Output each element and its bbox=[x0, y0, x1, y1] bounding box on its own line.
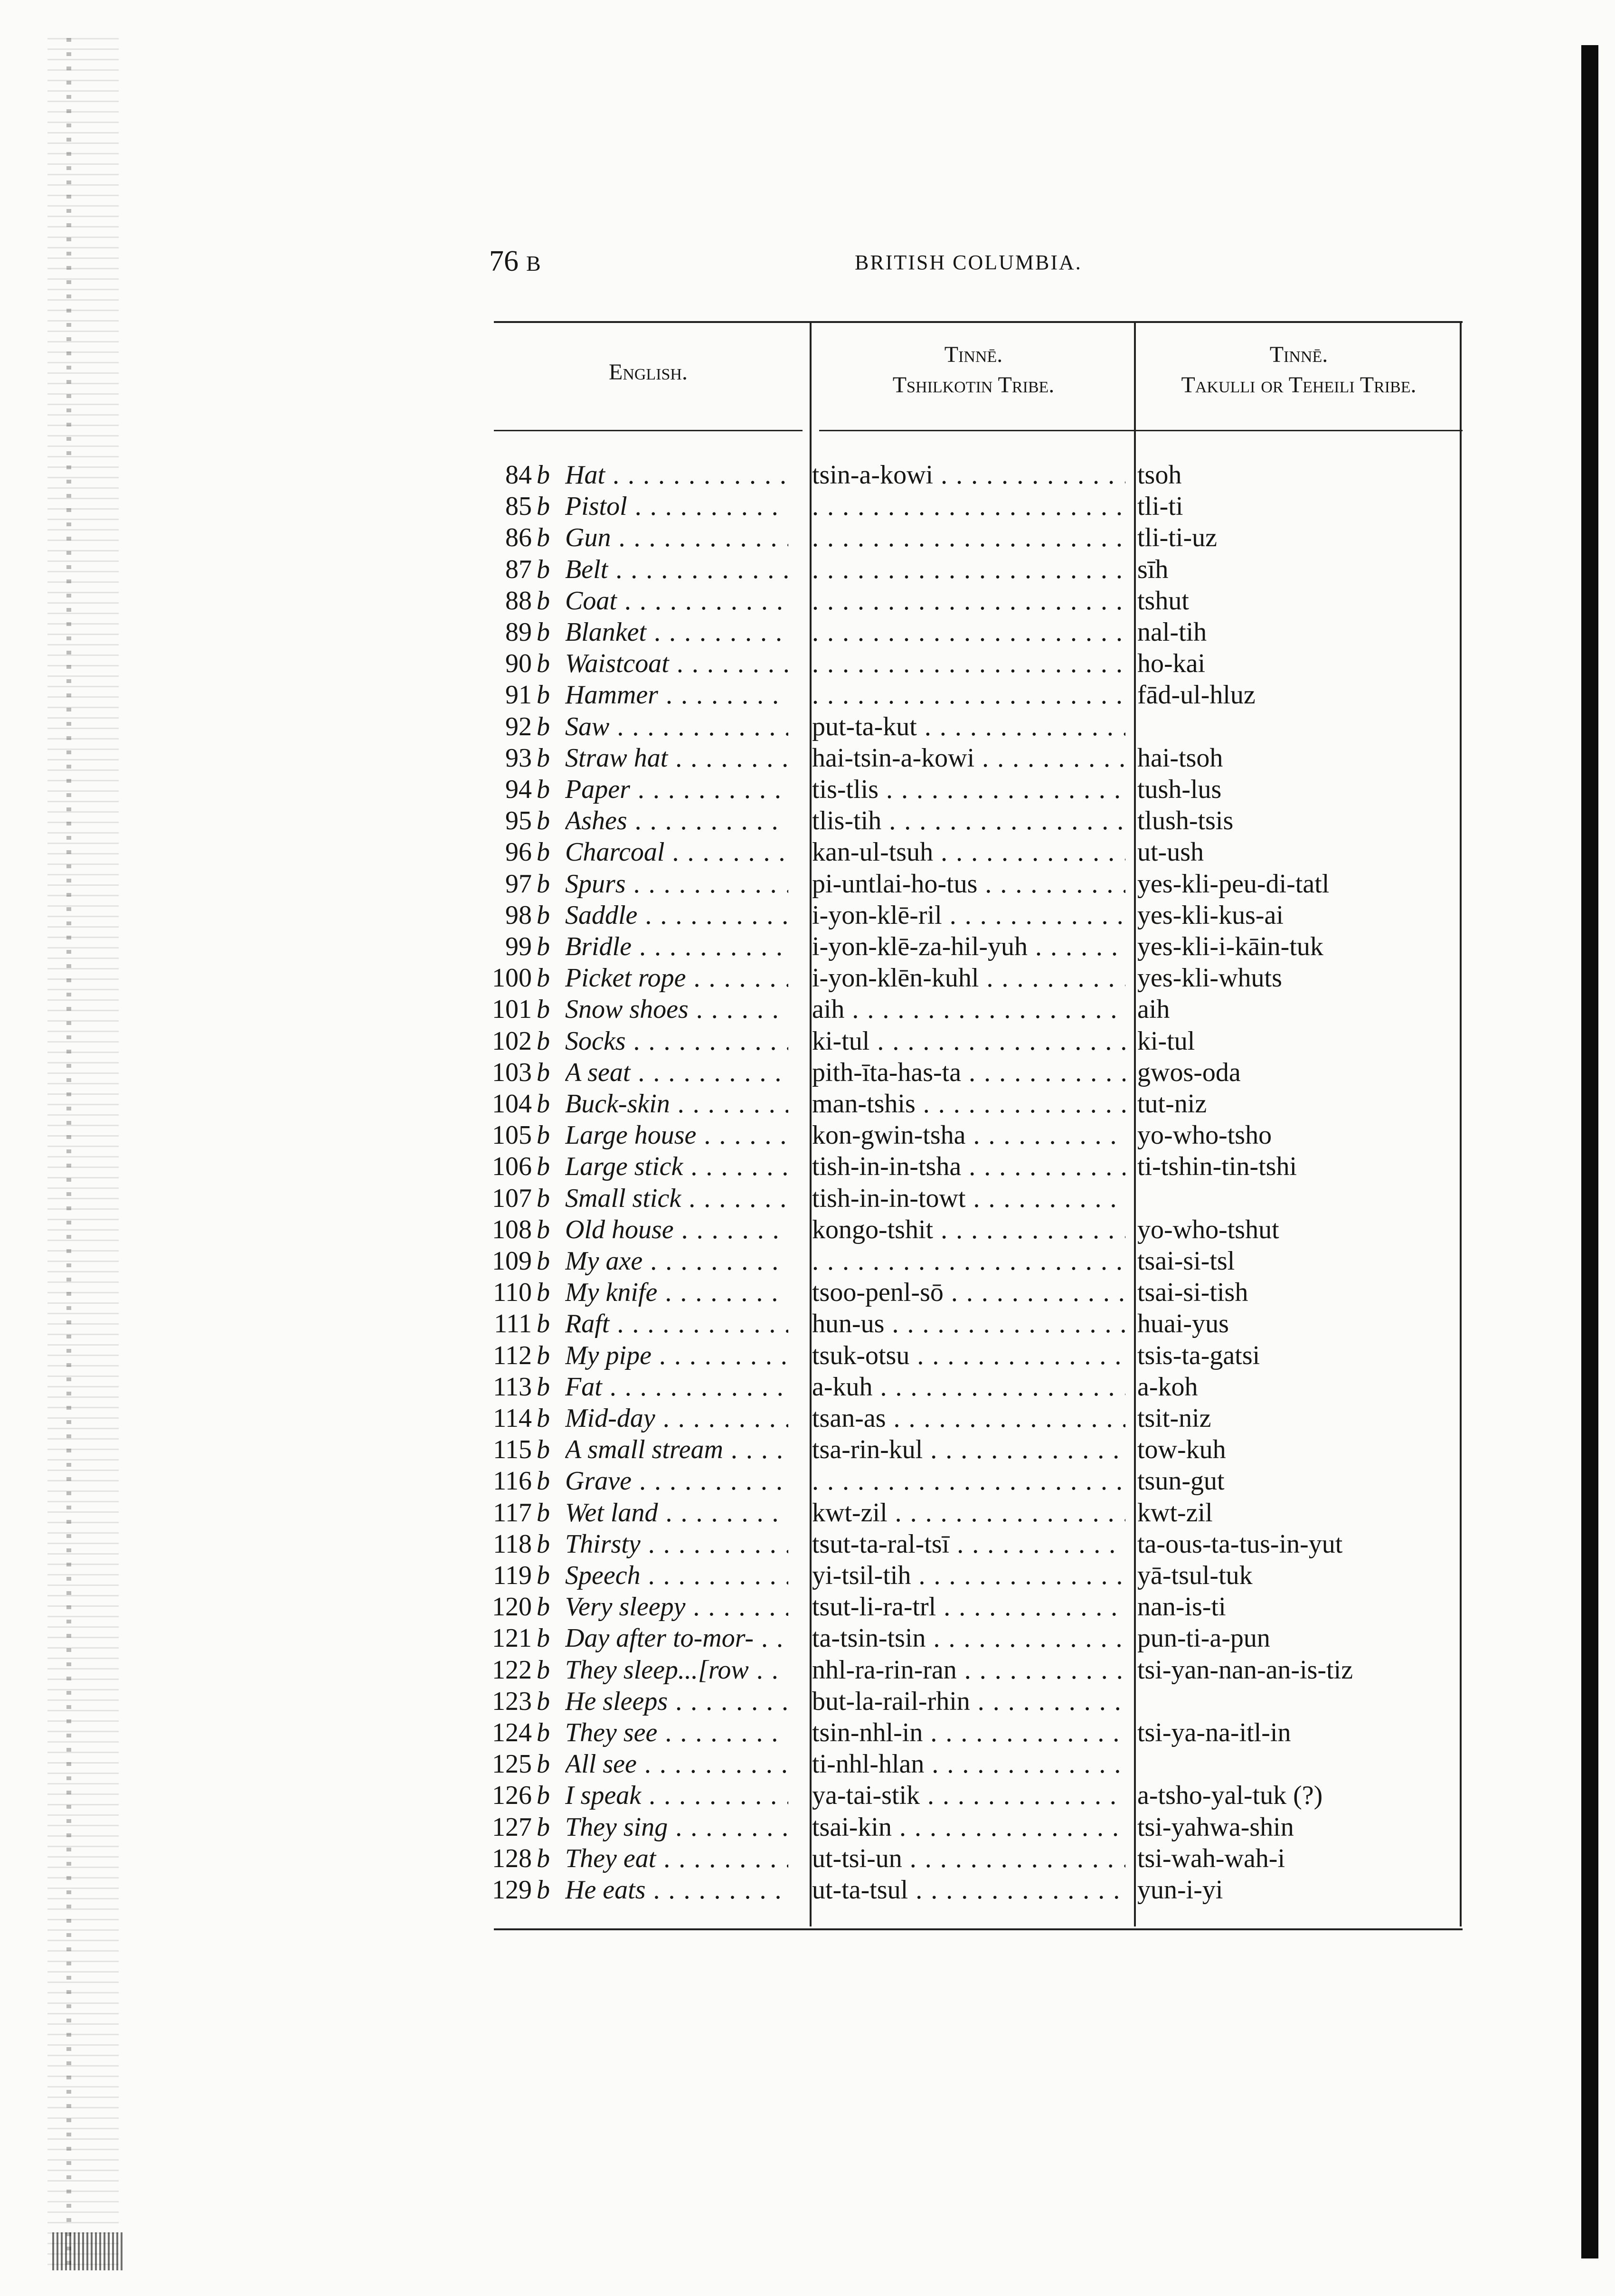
english-word: A seat . . . bbox=[565, 1057, 788, 1088]
table-row bbox=[475, 522, 1463, 553]
row-suffix: b bbox=[537, 1214, 550, 1244]
tshilkotin-word: tsin-a-kowi . . . bbox=[812, 459, 1125, 491]
row-number: 96 bbox=[505, 837, 532, 867]
takulli-word: tlush-tsis bbox=[1137, 806, 1234, 836]
row-suffix: b bbox=[537, 1843, 550, 1873]
takulli-word: pun-ti-a-pun bbox=[1137, 1623, 1270, 1653]
table-row bbox=[475, 1591, 1463, 1622]
takulli-word: nan-is-ti bbox=[1137, 1592, 1226, 1622]
tshilkotin-word bbox=[812, 491, 1125, 522]
row-suffix: b bbox=[537, 1812, 550, 1842]
takulli-word: tsai-si-tish bbox=[1137, 1278, 1248, 1308]
row-suffix: b bbox=[537, 1592, 550, 1622]
takulli-word: yo-who-tshut bbox=[1137, 1214, 1279, 1244]
page-number-suffix: B bbox=[526, 251, 541, 275]
takulli-word: tsi-yahwa-shin bbox=[1137, 1812, 1294, 1842]
tshilkotin-word: hai-tsin-a-kowi . . . bbox=[812, 742, 1125, 774]
tshilkotin-word: ut-ta-tsul . . . bbox=[812, 1874, 1125, 1906]
column-head-takulli-line1: Tinnē. bbox=[1269, 342, 1328, 367]
row-suffix: b bbox=[537, 837, 550, 867]
tshilkotin-word: tsan-as . . . bbox=[812, 1403, 1125, 1434]
row-number: 117 bbox=[493, 1498, 532, 1528]
takulli-word: tsoh bbox=[1137, 460, 1182, 490]
english-word: Saw . . . bbox=[565, 711, 788, 742]
row-number: 110 bbox=[493, 1278, 532, 1308]
row-number: 118 bbox=[493, 1529, 532, 1559]
takulli-word: yes-kli-i-kāin-tuk bbox=[1137, 932, 1323, 961]
takulli-word: hai-tsoh bbox=[1137, 743, 1223, 773]
table-row bbox=[475, 962, 1463, 994]
row-number: 101 bbox=[492, 995, 532, 1025]
table-row bbox=[475, 679, 1463, 711]
english-word: Belt . . . bbox=[565, 554, 788, 585]
english-word: Hat . . . bbox=[565, 459, 788, 491]
english-word: He eats . . . bbox=[565, 1874, 788, 1906]
row-number: 107 bbox=[492, 1183, 532, 1213]
tshilkotin-word: a-kuh . . . bbox=[812, 1371, 1125, 1403]
tshilkotin-word: nhl-ra-rin-ran . . . bbox=[812, 1654, 1125, 1686]
takulli-word: yes-kli-whuts bbox=[1137, 963, 1282, 993]
takulli-word: ti-tshin-tin-tshi bbox=[1137, 1152, 1297, 1182]
tshilkotin-word: kan-ul-tsuh . . . bbox=[812, 836, 1125, 868]
english-word: Large stick . . . bbox=[565, 1151, 788, 1182]
row-suffix: b bbox=[537, 1340, 550, 1370]
tshilkotin-word: tsut-ta-ral-tsī . . . bbox=[812, 1528, 1125, 1560]
tshilkotin-word: hun-us . . . bbox=[812, 1308, 1125, 1339]
english-word: They eat . . . bbox=[565, 1843, 788, 1874]
row-suffix: b bbox=[537, 492, 550, 522]
tshilkotin-word: tsuk-otsu . . . bbox=[812, 1340, 1125, 1371]
table-row bbox=[475, 1812, 1463, 1843]
tshilkotin-word: ya-tai-stik . . . bbox=[812, 1780, 1125, 1811]
column-head-tshilkotin-line1: Tinnē. bbox=[944, 342, 1003, 367]
row-number: 105 bbox=[492, 1120, 532, 1150]
english-word: A small stream . . . bbox=[565, 1434, 788, 1465]
takulli-word: yun-i-yi bbox=[1137, 1875, 1223, 1905]
takulli-word: tsi-yan-nan-an-is-tiz bbox=[1137, 1655, 1353, 1685]
english-word: My pipe . . . bbox=[565, 1340, 788, 1371]
table-row bbox=[475, 459, 1463, 491]
row-number: 84 bbox=[505, 460, 532, 490]
tshilkotin-word: i-yon-klēn-kuhl . . . bbox=[812, 962, 1125, 994]
table-row bbox=[475, 1120, 1463, 1151]
row-suffix: b bbox=[537, 1875, 550, 1905]
row-suffix: b bbox=[537, 1498, 550, 1528]
table-row bbox=[475, 554, 1463, 585]
takulli-word: tsi-ya-na-itl-in bbox=[1137, 1718, 1291, 1747]
table-row bbox=[475, 585, 1463, 617]
row-number: 127 bbox=[492, 1812, 532, 1842]
running-title: BRITISH COLUMBIA. bbox=[855, 251, 1082, 274]
scan-edge-marks bbox=[66, 38, 71, 2270]
takulli-word: ut-ush bbox=[1137, 837, 1204, 867]
tshilkotin-word: put-ta-kut . . . bbox=[812, 711, 1125, 742]
row-suffix: b bbox=[537, 586, 550, 616]
table-top-rule bbox=[494, 321, 1463, 323]
row-suffix: b bbox=[537, 649, 550, 679]
tshilkotin-word: tsai-kin . . . bbox=[812, 1812, 1125, 1843]
table-row bbox=[475, 1151, 1463, 1182]
english-word: They sleep...[row . . . bbox=[565, 1654, 788, 1686]
tshilkotin-word bbox=[812, 554, 1125, 585]
table-row bbox=[475, 617, 1463, 648]
table-row bbox=[475, 1088, 1463, 1120]
page-number bbox=[489, 245, 541, 278]
row-number: 123 bbox=[492, 1686, 532, 1716]
english-word: Speech . . . bbox=[565, 1560, 788, 1591]
english-word: All see . . . bbox=[565, 1748, 788, 1780]
row-number: 97 bbox=[505, 869, 532, 899]
row-number: 89 bbox=[505, 617, 532, 647]
english-word: Thirsty . . . bbox=[565, 1528, 788, 1560]
row-number: 98 bbox=[505, 900, 532, 930]
english-word: I speak . . . bbox=[565, 1780, 788, 1811]
row-number: 109 bbox=[492, 1246, 532, 1276]
tshilkotin-word: ut-tsi-un . . . bbox=[812, 1843, 1125, 1874]
takulli-word: yes-kli-peu-di-tatl bbox=[1137, 869, 1330, 899]
row-number: 95 bbox=[505, 806, 532, 836]
takulli-word: gwos-oda bbox=[1137, 1057, 1241, 1087]
takulli-word: aih bbox=[1137, 995, 1170, 1025]
table-row bbox=[475, 648, 1463, 679]
english-word: Paper . . . bbox=[565, 774, 788, 805]
english-word: He sleeps . . . bbox=[565, 1686, 788, 1717]
english-word: Gun . . . bbox=[565, 522, 788, 553]
table-row bbox=[475, 1874, 1463, 1906]
table-row bbox=[475, 1025, 1463, 1057]
tshilkotin-word: pi-untlai-ho-tus . . . bbox=[812, 868, 1125, 900]
table-row bbox=[475, 774, 1463, 805]
page-header bbox=[489, 245, 1467, 283]
tshilkotin-word bbox=[812, 522, 1125, 553]
table-row bbox=[475, 1340, 1463, 1371]
row-number: 111 bbox=[494, 1309, 532, 1339]
english-word: My axe . . . bbox=[565, 1245, 788, 1277]
table-row bbox=[475, 1528, 1463, 1560]
column-head-takulli-line2: Takulli or Teheili Tribe. bbox=[1181, 372, 1417, 398]
table-row bbox=[475, 1245, 1463, 1277]
tshilkotin-word: tis-tlis . . . bbox=[812, 774, 1125, 805]
row-number: 115 bbox=[493, 1435, 532, 1465]
row-number: 100 bbox=[492, 963, 532, 993]
tshilkotin-word bbox=[812, 1245, 1125, 1277]
table-row bbox=[475, 805, 1463, 836]
table-row bbox=[475, 1622, 1463, 1654]
row-suffix: b bbox=[537, 1749, 550, 1779]
tshilkotin-word: man-tshis . . . bbox=[812, 1088, 1125, 1120]
row-number: 116 bbox=[493, 1466, 532, 1496]
row-suffix: b bbox=[537, 1655, 550, 1685]
row-number: 93 bbox=[505, 743, 532, 773]
english-word: Wet land . . . bbox=[565, 1497, 788, 1528]
row-number: 121 bbox=[492, 1623, 532, 1653]
table-row bbox=[475, 742, 1463, 774]
row-suffix: b bbox=[537, 1152, 550, 1182]
row-number: 85 bbox=[505, 492, 532, 522]
takulli-word: tow-kuh bbox=[1137, 1435, 1226, 1465]
tshilkotin-word: ta-tsin-tsin . . . bbox=[812, 1622, 1125, 1654]
row-suffix: b bbox=[537, 617, 550, 647]
row-suffix: b bbox=[537, 963, 550, 993]
row-number: 128 bbox=[492, 1843, 532, 1873]
takulli-word: tshut bbox=[1137, 586, 1189, 616]
takulli-word: fād-ul-hluz bbox=[1137, 680, 1256, 710]
row-suffix: b bbox=[537, 1309, 550, 1339]
row-number: 124 bbox=[492, 1718, 532, 1747]
row-number: 86 bbox=[505, 523, 532, 553]
row-suffix: b bbox=[537, 995, 550, 1025]
english-word: Socks . . . bbox=[565, 1025, 788, 1057]
table-row bbox=[475, 1843, 1463, 1874]
row-number: 104 bbox=[492, 1089, 532, 1119]
english-word: Hammer . . . bbox=[565, 679, 788, 711]
row-suffix: b bbox=[537, 743, 550, 773]
tshilkotin-word bbox=[812, 617, 1125, 648]
scan-corner-mark bbox=[52, 2232, 123, 2270]
takulli-word: ho-kai bbox=[1137, 649, 1206, 679]
tshilkotin-word: kon-gwin-tsha . . . bbox=[812, 1120, 1125, 1151]
english-word: Coat . . . bbox=[565, 585, 788, 617]
table-row bbox=[475, 1183, 1463, 1214]
tshilkotin-word: tsut-li-ra-trl . . . bbox=[812, 1591, 1125, 1622]
takulli-word: yo-who-tsho bbox=[1137, 1120, 1272, 1150]
english-word: They see . . . bbox=[565, 1717, 788, 1748]
table-row bbox=[475, 1748, 1463, 1780]
takulli-word: kwt-zil bbox=[1137, 1498, 1213, 1528]
row-number: 125 bbox=[492, 1749, 532, 1779]
table-row bbox=[475, 836, 1463, 868]
takulli-word: tli-ti bbox=[1137, 492, 1183, 522]
row-suffix: b bbox=[537, 680, 550, 710]
takulli-word: sīh bbox=[1137, 554, 1169, 584]
row-suffix: b bbox=[537, 1404, 550, 1433]
english-word: Snow shoes . . . bbox=[565, 994, 788, 1025]
tshilkotin-word: tish-in-in-towt . . . bbox=[812, 1183, 1125, 1214]
tshilkotin-word: ti-nhl-hlan . . . bbox=[812, 1748, 1125, 1780]
tshilkotin-word bbox=[812, 1465, 1125, 1497]
row-suffix: b bbox=[537, 869, 550, 899]
row-number: 129 bbox=[492, 1875, 532, 1905]
takulli-word: tsi-wah-wah-i bbox=[1137, 1843, 1285, 1873]
table-row bbox=[475, 1403, 1463, 1434]
header-underline-english bbox=[494, 430, 803, 431]
tshilkotin-word: i-yon-klē-za-hil-yuh . . . bbox=[812, 931, 1125, 962]
row-suffix: b bbox=[537, 1781, 550, 1811]
english-word: Old house . . . bbox=[565, 1214, 788, 1245]
row-suffix: b bbox=[537, 1089, 550, 1119]
english-word: Grave . . . bbox=[565, 1465, 788, 1497]
english-word: Buck-skin . . . bbox=[565, 1088, 788, 1120]
takulli-word: tsis-ta-gatsi bbox=[1137, 1340, 1260, 1370]
row-suffix: b bbox=[537, 1372, 550, 1402]
row-number: 119 bbox=[493, 1561, 532, 1590]
tshilkotin-word: ki-tul . . . bbox=[812, 1025, 1125, 1057]
takulli-word: ki-tul bbox=[1137, 1026, 1195, 1056]
row-suffix: b bbox=[537, 932, 550, 961]
table-row bbox=[475, 711, 1463, 742]
tshilkotin-word bbox=[812, 648, 1125, 679]
english-word: Mid-day . . . bbox=[565, 1403, 788, 1434]
tshilkotin-word: tsa-rin-kul . . . bbox=[812, 1434, 1125, 1465]
row-suffix: b bbox=[537, 712, 550, 741]
row-number: 114 bbox=[493, 1404, 532, 1433]
english-word: Day after to-mor- . . . bbox=[565, 1622, 788, 1654]
row-number: 126 bbox=[492, 1781, 532, 1811]
row-number: 88 bbox=[505, 586, 532, 616]
tshilkotin-word: i-yon-klē-ril . . . bbox=[812, 900, 1125, 931]
row-number: 99 bbox=[505, 932, 532, 961]
takulli-word: tsai-si-tsl bbox=[1137, 1246, 1235, 1276]
scan-edge-noise bbox=[47, 38, 119, 2270]
table-row bbox=[475, 1780, 1463, 1811]
english-word: Straw hat . . . bbox=[565, 742, 788, 774]
tshilkotin-word bbox=[812, 585, 1125, 617]
row-number: 122 bbox=[492, 1655, 532, 1685]
takulli-word: tush-lus bbox=[1137, 775, 1222, 804]
english-word: Pistol . . . bbox=[565, 491, 788, 522]
row-suffix: b bbox=[537, 806, 550, 836]
column-head-tshilkotin-line2: Tshilkotin Tribe. bbox=[892, 372, 1055, 398]
tshilkotin-word bbox=[812, 679, 1125, 711]
english-word: Waistcoat . . . bbox=[565, 648, 788, 679]
table-row bbox=[475, 1308, 1463, 1339]
english-word: Small stick . . . bbox=[565, 1183, 788, 1214]
row-suffix: b bbox=[537, 1561, 550, 1590]
row-suffix: b bbox=[537, 554, 550, 584]
header-underline-tribes bbox=[819, 430, 1463, 431]
row-number: 87 bbox=[505, 554, 532, 584]
table-row bbox=[475, 900, 1463, 931]
table-row bbox=[475, 1371, 1463, 1403]
row-number: 106 bbox=[492, 1152, 532, 1182]
row-number: 91 bbox=[505, 680, 532, 710]
row-number: 102 bbox=[492, 1026, 532, 1056]
table-row bbox=[475, 1497, 1463, 1528]
row-suffix: b bbox=[537, 1278, 550, 1308]
takulli-word: a-koh bbox=[1137, 1372, 1198, 1402]
row-number: 92 bbox=[505, 712, 532, 741]
english-word: Saddle . . . bbox=[565, 900, 788, 931]
row-suffix: b bbox=[537, 775, 550, 804]
english-word: Large house . . . bbox=[565, 1120, 788, 1151]
table-row bbox=[475, 1560, 1463, 1591]
column-head-english bbox=[494, 357, 803, 388]
english-word: Spurs . . . bbox=[565, 868, 788, 900]
tshilkotin-word: but-la-rail-rhin . . . bbox=[812, 1686, 1125, 1717]
column-head-tshilkotin bbox=[813, 340, 1134, 400]
table-row bbox=[475, 868, 1463, 900]
english-word: Raft . . . bbox=[565, 1308, 788, 1339]
row-suffix: b bbox=[537, 1686, 550, 1716]
takulli-word: tsit-niz bbox=[1137, 1404, 1211, 1433]
english-word: They sing . . . bbox=[565, 1812, 788, 1843]
tshilkotin-word: tlis-tih . . . bbox=[812, 805, 1125, 836]
english-word: Charcoal . . . bbox=[565, 836, 788, 868]
row-number: 113 bbox=[493, 1372, 532, 1402]
takulli-word: yā-tsul-tuk bbox=[1137, 1561, 1253, 1590]
row-number: 90 bbox=[505, 649, 532, 679]
tshilkotin-word: aih . . . bbox=[812, 994, 1125, 1025]
table-row bbox=[475, 1654, 1463, 1686]
table-row bbox=[475, 931, 1463, 962]
english-word: My knife . . . bbox=[565, 1277, 788, 1308]
takulli-word: ta-ous-ta-tus-in-yut bbox=[1137, 1529, 1343, 1559]
takulli-word: yes-kli-kus-ai bbox=[1137, 900, 1284, 930]
row-suffix: b bbox=[537, 1183, 550, 1213]
tshilkotin-word: pith-īta-has-ta . . . bbox=[812, 1057, 1125, 1088]
english-word: Fat . . . bbox=[565, 1371, 788, 1403]
takulli-word: huai-yus bbox=[1137, 1309, 1229, 1339]
table-row bbox=[475, 1057, 1463, 1088]
table-row bbox=[475, 1434, 1463, 1465]
row-suffix: b bbox=[537, 1529, 550, 1559]
row-suffix: b bbox=[537, 1466, 550, 1496]
takulli-word: tli-ti-uz bbox=[1137, 523, 1217, 553]
english-word: Ashes . . . bbox=[565, 805, 788, 836]
row-number: 103 bbox=[492, 1057, 532, 1087]
row-suffix: b bbox=[537, 1718, 550, 1747]
table-row bbox=[475, 1214, 1463, 1245]
table-row bbox=[475, 1277, 1463, 1308]
row-suffix: b bbox=[537, 900, 550, 930]
page-edge-bar bbox=[1581, 45, 1598, 2258]
tshilkotin-word: yi-tsil-tih . . . bbox=[812, 1560, 1125, 1591]
table-row bbox=[475, 1717, 1463, 1748]
row-number: 120 bbox=[492, 1592, 532, 1622]
page-number-value: 76 bbox=[489, 245, 519, 277]
row-suffix: b bbox=[537, 1120, 550, 1150]
takulli-word: a-tsho-yal-tuk (?) bbox=[1137, 1781, 1323, 1811]
row-suffix: b bbox=[537, 1623, 550, 1653]
table-row bbox=[475, 1686, 1463, 1717]
takulli-word: tut-niz bbox=[1137, 1089, 1207, 1119]
table-row bbox=[475, 994, 1463, 1025]
english-word: Very sleepy . . . bbox=[565, 1591, 788, 1622]
english-word: Blanket . . . bbox=[565, 617, 788, 648]
table-row bbox=[475, 491, 1463, 522]
table-bottom-rule bbox=[494, 1928, 1463, 1930]
row-suffix: b bbox=[537, 460, 550, 490]
table-row bbox=[475, 1465, 1463, 1497]
row-suffix: b bbox=[537, 523, 550, 553]
row-suffix: b bbox=[537, 1057, 550, 1087]
tshilkotin-word: tsoo-penl-sō . . . bbox=[812, 1277, 1125, 1308]
english-word: Bridle . . . bbox=[565, 931, 788, 962]
row-number: 94 bbox=[505, 775, 532, 804]
column-head-takulli bbox=[1137, 340, 1460, 400]
row-suffix: b bbox=[537, 1026, 550, 1056]
tshilkotin-word: tish-in-in-tsha . . . bbox=[812, 1151, 1125, 1182]
tshilkotin-word: kwt-zil . . . bbox=[812, 1497, 1125, 1528]
takulli-word: nal-tih bbox=[1137, 617, 1207, 647]
english-word: Picket rope . . . bbox=[565, 962, 788, 994]
column-head-english-label: English. bbox=[609, 360, 688, 385]
row-number: 108 bbox=[492, 1214, 532, 1244]
tshilkotin-word: kongo-tshit . . . bbox=[812, 1214, 1125, 1245]
tshilkotin-word: tsin-nhl-in . . . bbox=[812, 1717, 1125, 1748]
row-suffix: b bbox=[537, 1435, 550, 1465]
row-suffix: b bbox=[537, 1246, 550, 1276]
row-number: 112 bbox=[493, 1340, 532, 1370]
takulli-word: tsun-gut bbox=[1137, 1466, 1225, 1496]
